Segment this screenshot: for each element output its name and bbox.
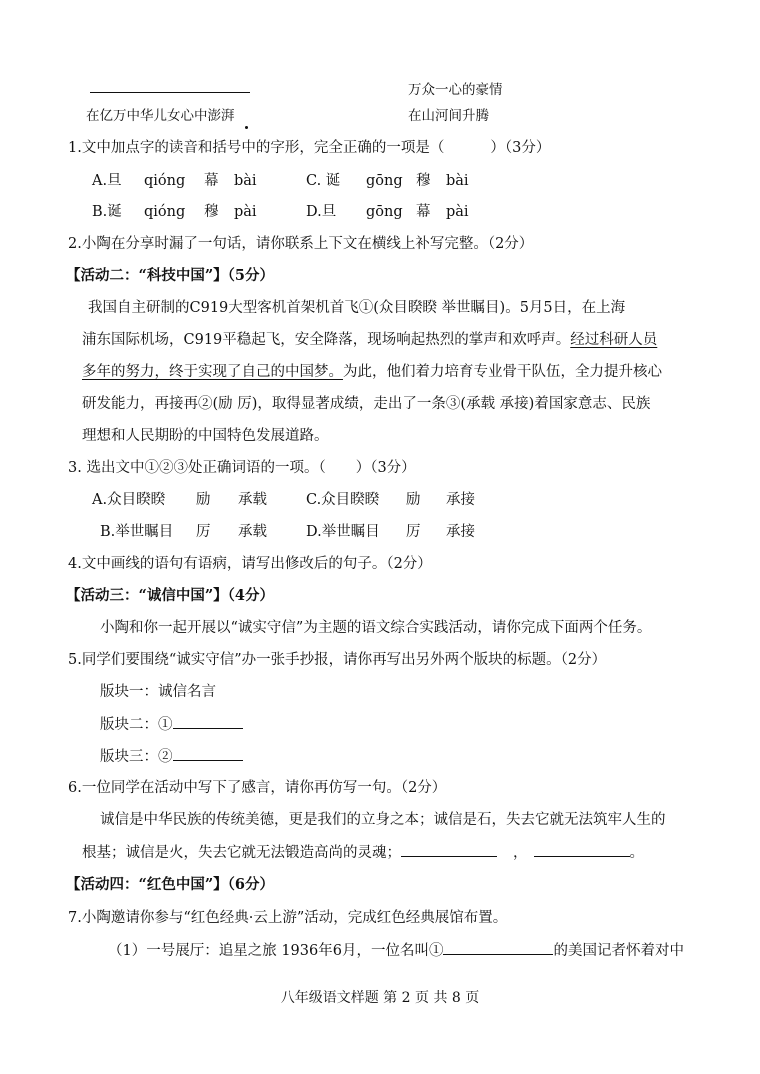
question-1-option-b: B.诞 qióng 穆 pài — [92, 204, 257, 220]
question-3-option-c: C.众目睽睽 励 承接 — [306, 492, 475, 508]
activity-2-paragraph-line-2: 浦东国际机场，C919平稳起飞，安全降落，现场响起热烈的掌声和欢呼声。经过科研人员 — [82, 332, 658, 348]
activity-2-paragraph-line-3: 多年的努力，终于实现了自己的中国梦。为此，他们着力培育专业骨干队伍，全力提升核心 — [82, 364, 662, 380]
poem-line-right-bottom: 在山河间升腾 — [408, 108, 489, 124]
question-1-stem: 1.文中加点字的读音和括号中的字形，完全正确的一项是（ ）（3分） — [68, 140, 551, 156]
question-6-stem: 6.一位同学在活动中写下了感言，请你再仿写一句。（2分） — [68, 780, 447, 796]
activity-3-intro: 小陶和你一起开展以“诚实守信”为主题的语文综合实践活动，请你完成下面两个任务。 — [100, 620, 652, 636]
question-1-option-d: D.旦 gōng 幕 pài — [306, 204, 469, 220]
emphasis-dot — [245, 126, 248, 129]
poem-line-right-top: 万众一心的豪情 — [408, 82, 503, 98]
imitation-blank-2[interactable] — [534, 842, 630, 857]
block-1-label: 版块一：诚信名言 — [100, 684, 216, 700]
block-2-label: 版块二：① — [100, 714, 243, 735]
question-3-option-d: D.举世瞩目 厉 承接 — [306, 524, 475, 540]
block-2-answer-blank[interactable] — [173, 714, 243, 729]
question-5-stem: 5.同学们要围绕“诚实守信”办一张手抄报，请你再写出另外两个版块的标题。（2分） — [68, 652, 607, 668]
activity-2-paragraph-line-5: 理想和人民期盼的中国特色发展道路。 — [82, 428, 329, 444]
activity-4-title: 【活动四：“红色中国”】（6分） — [66, 876, 275, 893]
activity-3-title: 【活动三：“诚信中国”】（4分） — [66, 587, 275, 604]
question-3-stem: 3. 选出文中①②③处正确词语的一项。（ ）（3分） — [68, 460, 416, 476]
question-7-stem: 7.小陶邀请你参与“红色经典·云上游”活动，完成红色经典展馆布置。 — [68, 910, 508, 926]
question-2: 2.小陶在分享时漏了一句话，请你联系上下文在横线上补写完整。（2分） — [68, 236, 534, 252]
activity-2-title: 【活动二：“科技中国”】（5分） — [66, 267, 275, 284]
question-7-sub-1: （1）一号展厅：追星之旅 1936年6月，一位名叫① 的美国记者怀着对中 — [108, 940, 684, 961]
block-3-answer-blank[interactable] — [173, 746, 243, 761]
question-6-text-line-2: 根基；诚信是火，失去它就无法锻造高尚的灵魂； ， 。 — [82, 842, 644, 863]
poem-line-left-bottom: 在亿万中华儿女心中澎湃 — [86, 108, 235, 124]
activity-2-paragraph-line-4: 研发能力，再接再②(励 厉)，取得显著成绩，走出了一条③(承载 承接)着国家意志、民族 — [82, 396, 651, 412]
question-1-option-a: A.旦 qióng 幕 bài — [92, 173, 257, 189]
question-3-option-a: A.众目睽睽 励 承载 — [92, 492, 267, 508]
imitation-blank-1[interactable] — [401, 842, 497, 857]
reporter-name-blank[interactable] — [443, 940, 553, 955]
page-footer: 八年级语文样题 第 2 页 共 8 页 — [280, 990, 480, 1006]
activity-2-paragraph-line-1: 我国自主研制的C919大型客机首架机首飞①(众目睽睽 举世瞩目)。5月5日，在上海 — [88, 300, 626, 316]
question-1-option-c: C. 诞 gōng 穆 bài — [306, 173, 469, 189]
answer-line — [90, 92, 250, 93]
block-3-label: 版块三：② — [100, 746, 243, 767]
question-6-text-line-1: 诚信是中华民族的传统美德，更是我们的立身之本；诚信是石，失去它就无法筑牢人生的 — [100, 812, 666, 828]
question-3-option-b: B.举世瞩目 厉 承载 — [100, 524, 267, 540]
question-4: 4.文中画线的语句有语病，请写出修改后的句子。（2分） — [68, 556, 432, 572]
